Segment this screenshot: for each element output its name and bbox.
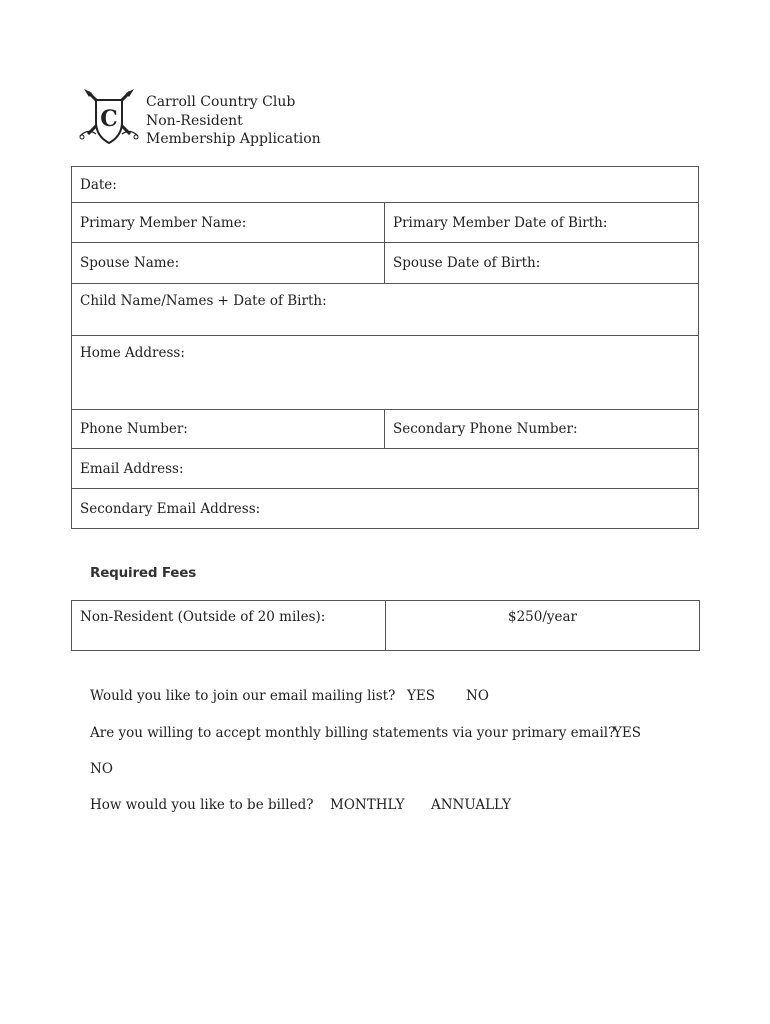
billing-annually-option[interactable]: ANNUALLY [431, 797, 512, 813]
billing-frequency-question: How would you like to be billed? [90, 797, 314, 813]
billing-statements-question: Are you willing to accept monthly billing statements via your primary email? [90, 725, 616, 741]
email-label: Email Address: [80, 460, 184, 477]
billing-statements-no-option[interactable]: NO [90, 761, 113, 777]
mailing-list-question: Would you like to join our email mailing list? [90, 688, 396, 704]
billing-statements-yes-option[interactable]: YES [613, 725, 642, 741]
header-line-2: Non-Resident [146, 112, 243, 129]
primary-member-dob-label: Primary Member Date of Birth: [393, 214, 608, 231]
phone-number-label: Phone Number: [80, 421, 188, 437]
header-title-block [146, 93, 321, 149]
spouse-dob-label: Spouse Date of Birth: [393, 255, 541, 271]
fee-label: Non-Resident (Outside of 20 miles): [72, 601, 386, 651]
children-field[interactable] [72, 284, 699, 336]
spouse-name-field[interactable] [72, 243, 385, 284]
phone-number-field[interactable] [72, 410, 385, 449]
secondary-email-field[interactable] [72, 489, 699, 529]
mailing-list-no-option[interactable]: NO [466, 688, 489, 704]
club-name: Carroll Country Club [146, 94, 296, 110]
home-address-label: Home Address: [80, 345, 185, 361]
date-label: Date: [80, 176, 117, 193]
club-crest-logo [76, 88, 142, 148]
secondary-email-label: Secondary Email Address: [80, 500, 261, 517]
primary-member-name-label: Primary Member Name: [80, 214, 247, 231]
primary-member-name-field[interactable] [72, 203, 385, 243]
fee-amount: $250/year [386, 601, 700, 651]
secondary-phone-label: Secondary Phone Number: [393, 421, 578, 437]
fees-table [71, 600, 700, 651]
mailing-list-yes-option[interactable]: YES [407, 688, 436, 704]
spouse-name-label: Spouse Name: [80, 255, 180, 271]
billing-monthly-option[interactable]: MONTHLY [330, 797, 405, 813]
primary-member-dob-field[interactable] [385, 203, 699, 243]
email-field[interactable] [72, 449, 699, 489]
crest-letter: C [100, 106, 118, 132]
fee-row [72, 601, 700, 651]
date-field[interactable] [72, 167, 699, 203]
spouse-dob-field[interactable] [385, 243, 699, 284]
required-fees-heading: Required Fees [90, 565, 197, 581]
home-address-field[interactable] [72, 336, 699, 410]
header-line-3: Membership Application [146, 131, 321, 147]
member-info-table [71, 166, 699, 529]
children-label: Child Name/Names + Date of Birth: [80, 293, 327, 309]
secondary-phone-field[interactable] [385, 410, 699, 449]
